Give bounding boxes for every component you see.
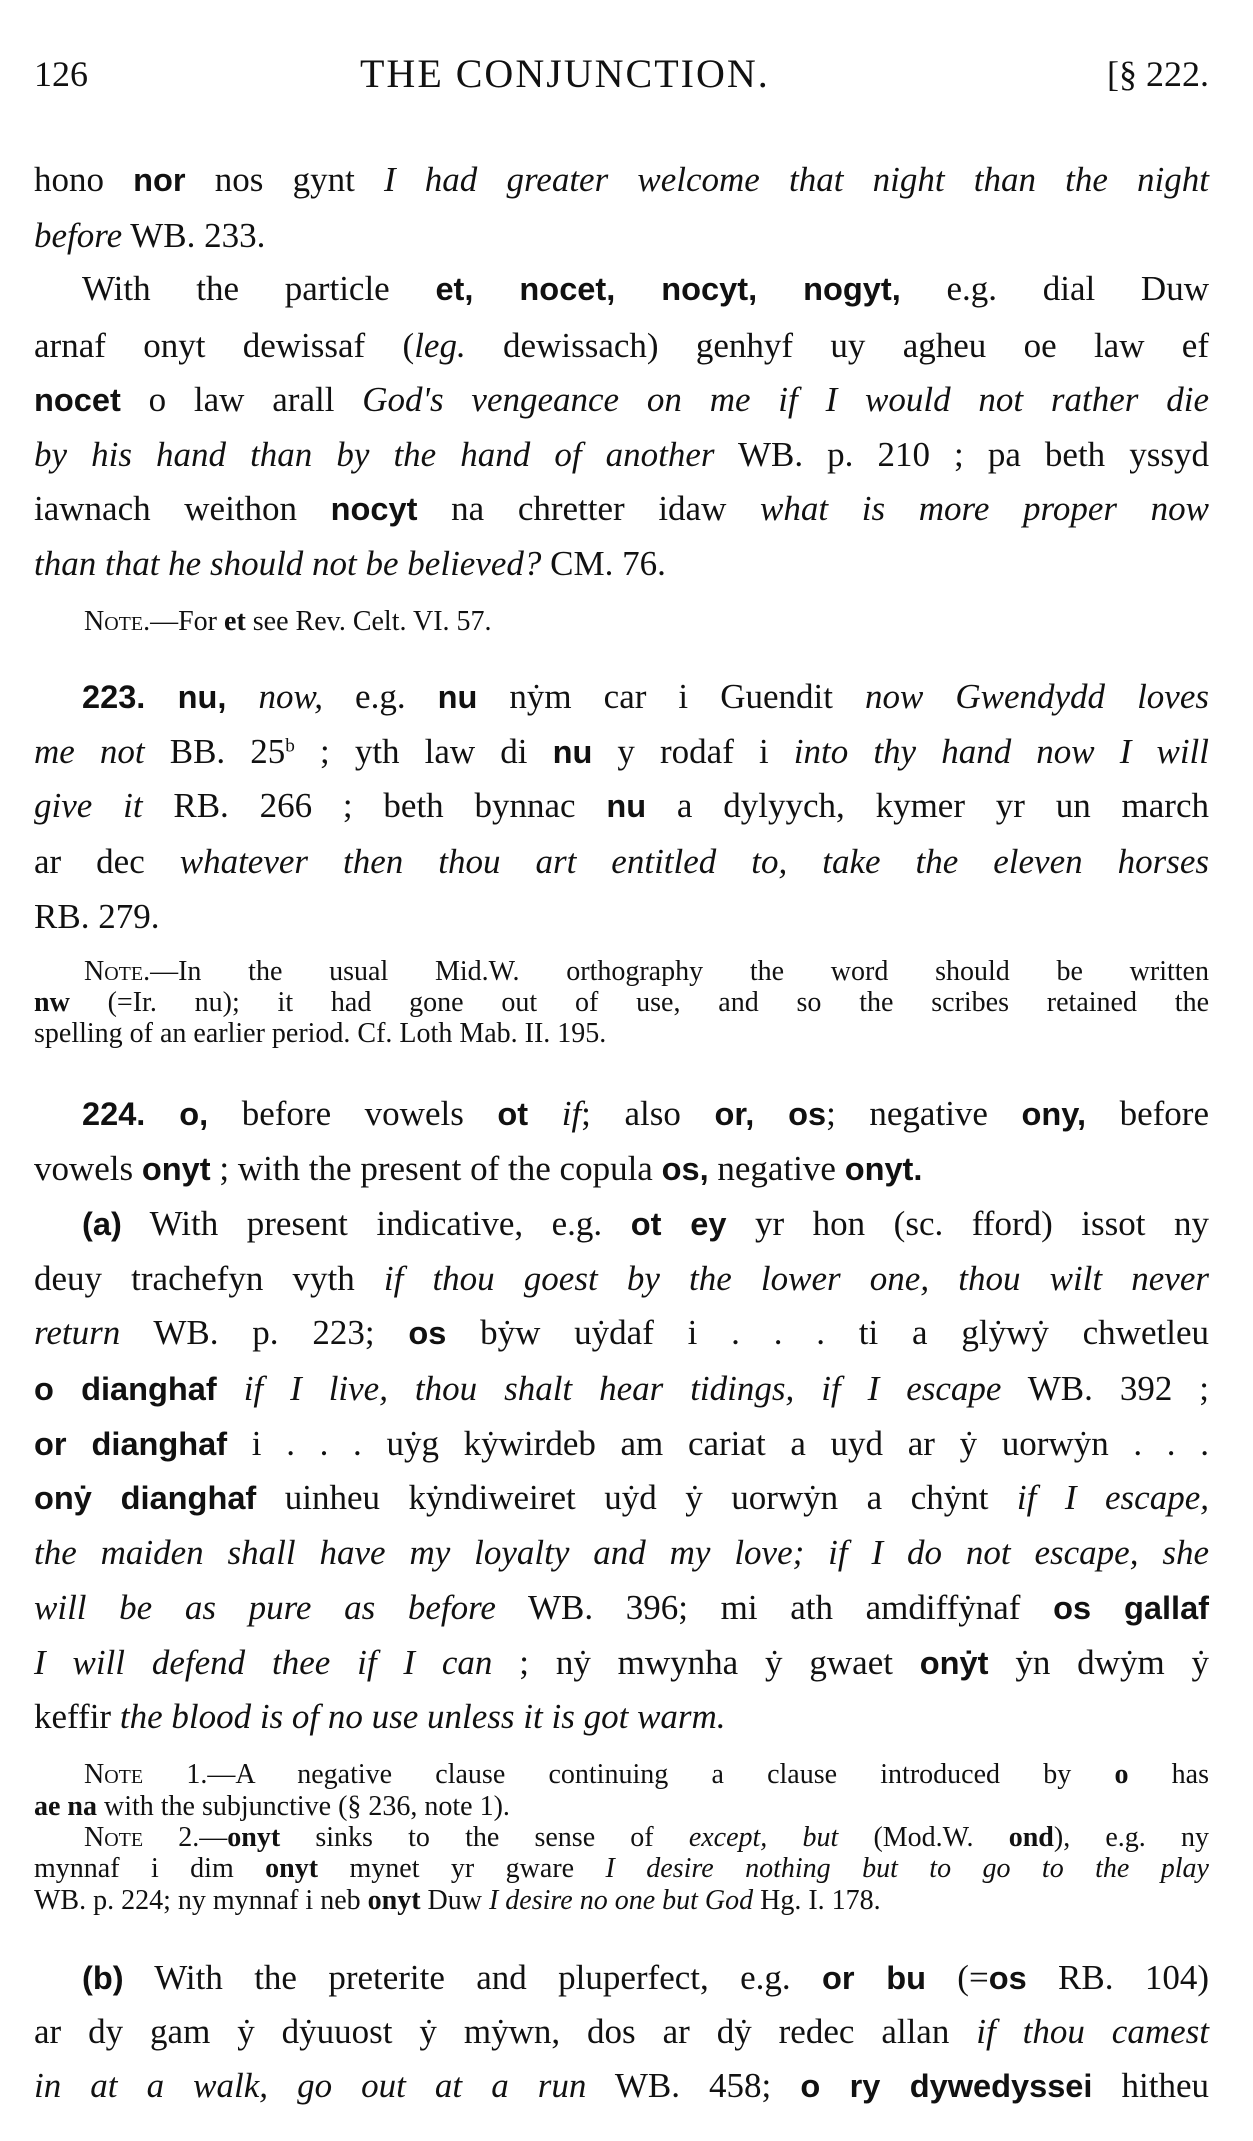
bold-term: (b): [82, 1960, 124, 1996]
bold-term: (a): [82, 1206, 122, 1242]
text-run: has: [1128, 1759, 1209, 1790]
bold-term: et, nocet, nocyt, nogyt,: [435, 271, 901, 307]
note-line: [84, 606, 1209, 638]
italic-translation: the blood is of no use unless it is got warm.: [119, 1697, 726, 1736]
text-run: nẏm car i Guendit: [477, 677, 865, 716]
italic-translation: now,: [258, 677, 324, 716]
bold-term: nu: [437, 679, 478, 715]
text-run: yr hon (sc. fford) issot ny: [726, 1204, 1209, 1243]
text-line: [82, 269, 1209, 309]
bold-term: os: [408, 1315, 447, 1351]
section-marker: [§ 222.: [1107, 54, 1209, 94]
text-line: [34, 842, 1209, 882]
text-run: ; yth law di: [294, 732, 553, 771]
text-line: [34, 160, 1209, 200]
text-line: [34, 435, 1209, 475]
text-line: [34, 326, 1209, 366]
bold-term: ond: [1008, 1822, 1054, 1853]
italic-translation: return: [34, 1313, 121, 1352]
text-run: WB. p. 223;: [120, 1313, 409, 1352]
bold-term: nor: [133, 162, 186, 198]
bold-term: onyt: [367, 1885, 421, 1916]
text-line: [82, 677, 1209, 717]
text-run: RB. 266 ; beth bynnac: [142, 786, 607, 825]
bold-term: nu: [552, 734, 593, 770]
bold-term: or, os: [714, 1096, 827, 1132]
text-run: (Mod.W.: [838, 1822, 1009, 1853]
text-run: a dylyych, kymer yr un march: [646, 786, 1209, 825]
text-run: before: [1086, 1094, 1209, 1133]
text-run: i . . . uẏg kẏwirdeb am cariat a uyd ar ẏ uorwẏn . . .: [227, 1424, 1209, 1463]
bold-term: nocyt: [330, 491, 418, 527]
bold-term: onyt: [141, 1151, 211, 1187]
bold-term: 223. nu,: [82, 679, 227, 715]
text-run: sinks to the sense of: [280, 1822, 689, 1853]
text-run: deuy trachefyn vyth: [34, 1259, 384, 1298]
italic-translation: God's vengeance on me if I would not rather die: [362, 380, 1209, 419]
italic-translation: in at a walk, go out at a run: [34, 2066, 587, 2105]
italic-translation: I had greater welcome that night than the night: [383, 160, 1209, 199]
note-line: [84, 1822, 1209, 1854]
text-run: BB. 25: [144, 732, 286, 771]
bold-term: o: [1114, 1759, 1129, 1790]
text-line: [34, 1478, 1209, 1518]
note-label: Note 1.: [84, 1759, 208, 1790]
text-line: [34, 380, 1209, 420]
text-run: ar dec: [34, 842, 180, 881]
superscript: b: [285, 735, 295, 757]
text-run: ar dy gam ẏ dẏuuost ẏ mẏwn, dos ar dẏ redec allan: [34, 2012, 977, 2051]
text-run: ; also: [581, 1094, 715, 1133]
italic-translation: if thou goest by the lower one, thou wilt never: [383, 1259, 1209, 1298]
text-run: iawnach weithon: [34, 489, 331, 528]
italic-translation: leg.: [414, 326, 466, 365]
text-run: before vowels: [208, 1094, 498, 1133]
note-line: [84, 956, 1209, 988]
italic-translation: me not: [34, 732, 145, 771]
text-run: uinheu kẏndiweiret uẏd ẏ uorwẏn a chẏnt: [256, 1478, 1017, 1517]
italic-translation: give it: [34, 786, 143, 825]
note-label: Note.: [84, 956, 151, 987]
italic-translation: I will defend thee if I can: [34, 1643, 493, 1682]
bold-term: ony,: [1021, 1096, 1087, 1132]
text-run: ), e.g. ny: [1053, 1822, 1209, 1853]
text-run: WB. 396; mi ath amdiffẏnaf: [495, 1588, 1054, 1627]
italic-translation: now Gwendydd loves: [864, 677, 1209, 716]
text-line: [82, 1958, 1209, 1998]
bold-term: 224. o,: [82, 1096, 209, 1132]
text-run: CM. 76.: [541, 544, 666, 583]
text-line: [34, 1149, 1209, 1189]
bold-term: onẏ dianghaf: [34, 1480, 257, 1516]
italic-translation: I desire no one but God: [488, 1885, 754, 1916]
italic-translation: if thou camest: [976, 2012, 1209, 2051]
text-run: with the subjunctive (§ 236, note 1).: [97, 1791, 510, 1822]
text-run: mynnaf i dim: [34, 1853, 266, 1884]
note-line: [34, 1018, 1209, 1050]
text-run: —A negative clause continuing a clause introduced by: [207, 1759, 1115, 1790]
text-line: [34, 732, 1209, 772]
bold-term: onẏt: [919, 1645, 989, 1681]
italic-translation: if: [561, 1094, 582, 1133]
italic-translation: what is more proper now: [760, 489, 1209, 528]
italic-translation: if I escape,: [1016, 1478, 1209, 1517]
text-run: WB. 458;: [586, 2066, 801, 2105]
italic-translation: whatever then thou art entitled to, take the eleven horses: [179, 842, 1209, 881]
text-run: (=Ir. nu); it had gone out of use, and so the scribes retained the: [69, 987, 1209, 1018]
bold-term: ot: [497, 1096, 529, 1132]
text-line: [34, 1424, 1209, 1464]
text-run: spelling of an earlier period. Cf. Loth Mab. II. 195.: [34, 1018, 607, 1049]
italic-translation: into thy hand now I will: [793, 732, 1209, 771]
text-run: —: [199, 1822, 228, 1853]
bold-term: nocet: [34, 382, 121, 418]
italic-translation: than that he should not be believed?: [34, 544, 542, 583]
text-run: e.g.: [323, 677, 438, 716]
note-label: Note 2.: [84, 1822, 200, 1853]
text-line: [34, 897, 1209, 937]
bold-term: ot ey: [630, 1206, 727, 1242]
bold-term: os gallaf: [1053, 1590, 1210, 1626]
text-run: e.g. dial Duw: [900, 269, 1209, 308]
text-run: [217, 1369, 244, 1408]
note-line: [34, 1791, 1209, 1823]
text-run: keffir: [34, 1697, 120, 1736]
bold-term: os,: [661, 1151, 709, 1187]
text-run: nos gynt: [185, 160, 384, 199]
text-run: Duw: [420, 1885, 489, 1916]
italic-translation: will be as pure as before: [34, 1588, 496, 1627]
text-run: arnaf onyt dewissaf (: [34, 326, 415, 365]
text-run: hitheu: [1092, 2066, 1209, 2105]
text-run: dewissach) genhyf uy agheu oe law ef: [465, 326, 1209, 365]
text-line: [34, 1259, 1209, 1299]
note-line: [34, 1853, 1209, 1885]
text-line: [34, 2012, 1209, 2052]
italic-translation: I desire nothing but to go to the play: [605, 1853, 1209, 1884]
text-line: [34, 1533, 1209, 1573]
text-run: (=: [925, 1958, 989, 1997]
text-run: WB. 233.: [122, 216, 266, 255]
note-label: Note.: [84, 606, 151, 637]
bold-term: onyt: [265, 1853, 319, 1884]
bold-term: or dianghaf: [34, 1426, 228, 1462]
bold-term: nw: [34, 987, 70, 1018]
text-run: ; nẏ mwynha ẏ gwaet: [492, 1643, 920, 1682]
text-run: —In the usual Mid.W. orthography the word should be written: [150, 956, 1209, 987]
note-line: [34, 1885, 1209, 1917]
text-line: [34, 1643, 1209, 1683]
text-run: hono: [34, 160, 134, 199]
text-line: [34, 1697, 1209, 1737]
text-run: With present indicative, e.g.: [121, 1204, 631, 1243]
text-run: RB. 279.: [34, 897, 160, 936]
bold-term: nu: [606, 788, 647, 824]
text-line: [34, 1313, 1209, 1353]
text-run: With the particle: [82, 269, 436, 308]
bold-term: et: [224, 606, 246, 637]
text-run: negative: [708, 1149, 845, 1188]
text-run: o law arall: [120, 380, 363, 419]
text-run: WB. 392 ;: [1001, 1369, 1209, 1408]
text-line: [34, 216, 1209, 256]
text-run: na chretter idaw: [417, 489, 761, 528]
text-run: ; with the present of the copula: [210, 1149, 662, 1188]
text-run: y rodaf i: [592, 732, 794, 771]
note-line: [34, 987, 1209, 1019]
bold-term: os: [988, 1960, 1027, 1996]
italic-translation: except, but: [688, 1822, 839, 1853]
italic-translation: by his hand than by the hand of another: [34, 435, 715, 474]
text-line: [34, 1588, 1209, 1628]
text-line: [34, 786, 1209, 826]
text-run: mynet yr gware: [318, 1853, 606, 1884]
text-run: [528, 1094, 562, 1133]
text-run: —For: [150, 606, 225, 637]
italic-translation: the maiden shall have my loyalty and my love; if I do not escape, she: [34, 1533, 1209, 1572]
text-run: WB. p. 224; ny mynnaf i neb: [34, 1885, 368, 1916]
bold-term: ae na: [34, 1791, 97, 1822]
italic-translation: before: [34, 216, 123, 255]
note-line: [84, 1759, 1209, 1791]
text-line: [34, 489, 1209, 529]
bold-term: onyt: [227, 1822, 281, 1853]
bold-term: o dianghaf: [34, 1371, 217, 1407]
bold-term: or bu: [822, 1960, 926, 1996]
bold-term: onyt.: [844, 1151, 923, 1187]
bold-term: o ry dywedyssei: [800, 2068, 1093, 2104]
text-run: bẏw uẏdaf i . . . ti a glẏwẏ chwetleu: [446, 1313, 1209, 1352]
text-run: Hg. I. 178.: [753, 1885, 881, 1916]
text-run: ẏn dwẏm ẏ: [988, 1643, 1210, 1682]
italic-translation: if I live, thou shalt hear tidings, if I escape: [243, 1369, 1002, 1408]
text-line: [34, 544, 1209, 584]
text-line: [82, 1094, 1209, 1134]
text-run: ; negative: [826, 1094, 1022, 1133]
text-run: RB. 104): [1026, 1958, 1209, 1997]
page-number: 126: [34, 54, 88, 94]
text-run: With the preterite and pluperfect, e.g.: [123, 1958, 822, 1997]
text-run: [226, 677, 258, 716]
running-title: THE CONJUNCTION.: [360, 51, 770, 96]
text-line: [34, 1369, 1209, 1409]
text-run: vowels: [34, 1149, 142, 1188]
text-line: [34, 2066, 1209, 2106]
text-run: see Rev. Celt. VI. 57.: [245, 606, 492, 637]
text-line: [82, 1204, 1209, 1244]
text-run: WB. p. 210 ; pa beth yssyd: [714, 435, 1209, 474]
